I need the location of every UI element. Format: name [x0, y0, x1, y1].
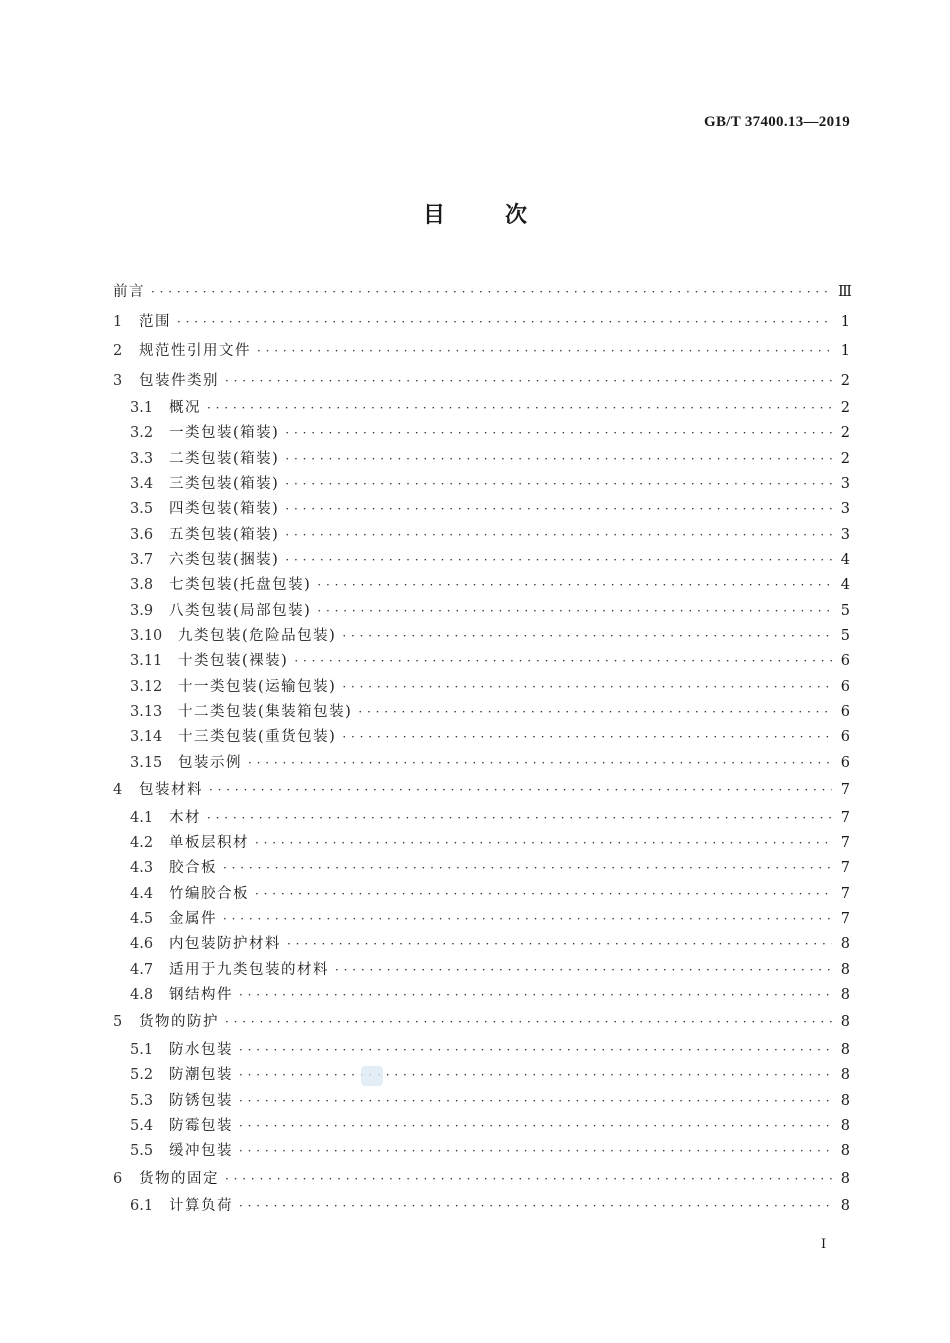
dot-leader — [294, 649, 832, 674]
toc-entry[interactable] — [113, 599, 850, 624]
dot-leader — [342, 725, 832, 750]
toc-entry-label: 十类包装(裸装) — [178, 653, 289, 670]
toc-entry-label: 缓冲包装 — [169, 1143, 233, 1160]
toc-entry[interactable] — [113, 1089, 850, 1114]
dot-leader — [239, 1139, 832, 1164]
toc-entry-label: 防水包装 — [169, 1041, 233, 1058]
toc-entry-page: 8 — [840, 1067, 850, 1084]
toc-entry[interactable] — [113, 806, 850, 831]
page-number: I — [821, 1237, 827, 1252]
toc-entry[interactable] — [113, 958, 850, 983]
toc-entry-page: 4 — [840, 577, 850, 594]
toc-entry[interactable] — [113, 447, 850, 472]
toc-entry-page: 7 — [840, 809, 850, 826]
dot-leader — [335, 958, 832, 983]
dot-leader — [223, 856, 832, 881]
toc-entry-number: 3.15 — [130, 754, 163, 771]
toc-entry-number: 3.3 — [130, 450, 154, 467]
toc-entry-page: 7 — [840, 782, 850, 799]
toc-entry-number: 3.11 — [130, 653, 163, 670]
page-title — [0, 198, 950, 229]
toc-entry-number: 4.5 — [130, 911, 154, 928]
toc-entry-number: 3.4 — [130, 476, 154, 493]
toc-entry-page: 6 — [840, 729, 850, 746]
toc-entry-label: 八类包装(局部包装) — [169, 602, 312, 619]
toc-entry-page: 3 — [840, 501, 850, 518]
toc-entry-label: 包装件类别 — [139, 372, 219, 389]
toc-entry-label: 三类包装(箱装) — [169, 476, 280, 493]
dot-leader — [223, 907, 832, 932]
toc-entry-label: 十三类包装(重货包装) — [178, 729, 337, 746]
toc-entry-page: 8 — [840, 1041, 850, 1058]
toc-entry-number: 4.8 — [130, 987, 154, 1004]
toc-entry[interactable] — [113, 1008, 850, 1038]
toc-entry[interactable] — [113, 675, 850, 700]
toc-entry-label: 包装示例 — [178, 754, 242, 771]
dot-leader — [285, 421, 832, 446]
toc-entry[interactable] — [113, 932, 850, 957]
toc-entry-page: 8 — [840, 1198, 850, 1215]
toc-entry-page: 3 — [840, 476, 850, 493]
toc-entry-page: 6 — [840, 754, 850, 771]
toc-entry[interactable] — [113, 624, 850, 649]
toc-entry-label: 钢结构件 — [169, 987, 233, 1004]
toc-entry-label: 防锈包装 — [169, 1092, 233, 1109]
toc-entry-page: 2 — [840, 400, 850, 416]
toc-entry-label: 单板层积材 — [169, 835, 249, 851]
toc-entry[interactable] — [113, 523, 850, 548]
toc-entry-page: 2 — [840, 372, 850, 389]
dot-leader — [285, 497, 832, 522]
toc-entry-page: 7 — [840, 860, 850, 877]
toc-entry-label: 计算负荷 — [169, 1198, 233, 1215]
toc-entry-number: 3.8 — [130, 577, 154, 594]
dot-leader — [317, 599, 832, 624]
table-of-contents — [113, 278, 850, 1219]
dot-leader — [239, 1063, 832, 1088]
toc-entry-page: 8 — [840, 987, 850, 1004]
toc-entry[interactable] — [113, 1139, 850, 1164]
dot-leader — [177, 308, 832, 338]
toc-entry-page: 3 — [840, 526, 850, 543]
toc-entry-label: 货物的防护 — [139, 1014, 219, 1031]
toc-entry-number: 5.3 — [130, 1092, 154, 1109]
toc-entry-number: 3.12 — [130, 678, 163, 695]
dot-leader — [207, 806, 832, 831]
toc-entry[interactable] — [113, 337, 850, 367]
toc-entry-number: 6.1 — [130, 1198, 154, 1215]
dot-leader — [257, 337, 832, 367]
title-char-1: 目 — [422, 202, 445, 228]
toc-entry-label: 木材 — [169, 809, 201, 826]
toc-entry-page: 8 — [840, 1117, 850, 1134]
toc-entry[interactable] — [113, 907, 850, 932]
toc-entry-number: 3.14 — [130, 729, 163, 746]
toc-entry-number: 5.1 — [130, 1041, 154, 1058]
toc-entry-label: 一类包装(箱装) — [169, 425, 280, 442]
toc-entry[interactable] — [113, 308, 850, 338]
toc-entry-label: 竹编胶合板 — [169, 885, 249, 902]
standard-code: GB/T 37400.13—2019 — [704, 114, 850, 130]
toc-entry-label: 内包装防护材料 — [169, 936, 281, 953]
toc-entry-number: 4.6 — [130, 936, 154, 953]
toc-entry[interactable] — [113, 497, 850, 522]
toc-entry-label: 规范性引用文件 — [139, 343, 251, 359]
toc-entry-label: 胶合板 — [169, 860, 217, 877]
dot-leader — [239, 1038, 832, 1063]
toc-entry[interactable] — [113, 472, 850, 497]
toc-entry-label: 货物的固定 — [139, 1170, 219, 1187]
toc-entry[interactable] — [113, 421, 850, 446]
dot-leader — [207, 396, 832, 421]
toc-entry-number: 2 — [113, 343, 123, 359]
toc-entry-number: 4.4 — [130, 885, 154, 902]
toc-entry-label: 金属件 — [169, 911, 217, 928]
dot-leader — [317, 573, 832, 598]
toc-entry-page: 7 — [840, 885, 850, 902]
toc-entry[interactable] — [113, 882, 850, 907]
toc-entry[interactable] — [113, 278, 850, 308]
toc-entry[interactable] — [113, 700, 850, 725]
toc-entry-number: 4.7 — [130, 961, 154, 978]
toc-entry[interactable] — [113, 573, 850, 598]
dot-leader — [255, 831, 832, 856]
dot-leader — [342, 675, 832, 700]
dot-leader — [285, 472, 832, 497]
toc-entry-page: 8 — [840, 1092, 850, 1109]
toc-entry-page: Ⅲ — [838, 284, 852, 300]
dot-leader — [285, 548, 832, 573]
toc-entry-page: 8 — [840, 1014, 850, 1031]
toc-entry-label: 六类包装(捆装) — [169, 552, 280, 569]
dot-leader — [342, 624, 832, 649]
dot-leader — [285, 447, 832, 472]
dot-leader — [151, 278, 832, 308]
toc-entry-number: 6 — [113, 1170, 123, 1187]
dot-leader — [239, 1114, 832, 1139]
toc-entry[interactable] — [113, 831, 850, 856]
toc-entry-number: 5 — [113, 1014, 123, 1031]
toc-entry-label: 防霉包装 — [169, 1117, 233, 1134]
dot-leader — [255, 882, 832, 907]
toc-entry[interactable] — [113, 1165, 850, 1195]
dot-leader — [358, 700, 832, 725]
toc-entry-page: 5 — [840, 628, 850, 645]
toc-entry[interactable] — [113, 856, 850, 881]
toc-entry-page: 5 — [840, 602, 850, 619]
dot-leader — [225, 367, 832, 397]
toc-entry-label: 九类包装(危险品包装) — [178, 628, 337, 645]
dot-leader — [239, 1089, 832, 1114]
toc-entry[interactable] — [113, 776, 850, 806]
dot-leader — [225, 1008, 832, 1038]
dot-leader — [248, 751, 832, 776]
toc-entry-number: 4 — [113, 782, 123, 799]
toc-entry-number: 1 — [113, 313, 123, 330]
toc-entry-page: 2 — [840, 450, 850, 467]
toc-entry-label: 七类包装(托盘包装) — [169, 577, 312, 594]
toc-entry-page: 4 — [840, 552, 850, 569]
toc-entry[interactable] — [113, 1114, 850, 1139]
toc-entry-page: 8 — [840, 936, 850, 953]
toc-entry-number: 4.3 — [130, 860, 154, 877]
dot-leader — [225, 1165, 832, 1195]
toc-entry-number: 3 — [113, 372, 123, 389]
toc-entry[interactable] — [113, 751, 850, 776]
toc-entry[interactable] — [113, 1194, 850, 1219]
toc-entry-page: 6 — [840, 653, 850, 670]
toc-entry-number: 3.13 — [130, 704, 163, 721]
toc-entry[interactable] — [113, 983, 850, 1008]
dot-leader — [239, 983, 832, 1008]
toc-entry-number: 5.2 — [130, 1067, 154, 1084]
toc-entry-page: 6 — [840, 678, 850, 695]
toc-entry-page: 1 — [840, 313, 850, 330]
dot-leader — [285, 523, 832, 548]
watermark-logo — [361, 1066, 383, 1086]
toc-entry-number: 4.1 — [130, 809, 154, 826]
toc-entry[interactable] — [113, 367, 850, 397]
toc-entry-page: 6 — [840, 704, 850, 721]
toc-entry-page: 2 — [840, 425, 850, 442]
toc-entry-label: 二类包装(箱装) — [169, 450, 280, 467]
toc-entry-number: 3.10 — [130, 628, 163, 645]
toc-entry-number: 3.6 — [130, 526, 154, 543]
title-char-2: 次 — [505, 202, 528, 228]
toc-entry-label: 五类包装(箱装) — [169, 526, 280, 543]
toc-entry-number: 3.9 — [130, 602, 154, 619]
toc-entry-number: 3.1 — [130, 400, 154, 416]
toc-entry-number: 3.5 — [130, 501, 154, 518]
toc-entry-label: 十一类包装(运输包装) — [178, 678, 337, 695]
toc-entry-label: 防潮包装 — [169, 1067, 233, 1084]
dot-leader — [239, 1194, 832, 1219]
dot-leader — [287, 932, 832, 957]
toc-entry-label: 前言 — [113, 284, 145, 300]
toc-entry[interactable] — [113, 649, 850, 674]
toc-entry[interactable] — [113, 548, 850, 573]
toc-entry-page: 8 — [840, 1170, 850, 1187]
toc-entry[interactable] — [113, 396, 850, 421]
toc-entry-number: 3.7 — [130, 552, 154, 569]
toc-entry-page: 1 — [840, 343, 850, 359]
toc-entry-label: 四类包装(箱装) — [169, 501, 280, 518]
toc-entry-page: 7 — [840, 835, 850, 851]
dot-leader — [209, 776, 832, 806]
toc-entry-label: 十二类包装(集装箱包装) — [178, 704, 353, 721]
toc-entry-label: 适用于九类包装的材料 — [169, 961, 329, 978]
toc-entry-number: 5.4 — [130, 1117, 154, 1134]
toc-entry-number: 4.2 — [130, 835, 154, 851]
toc-entry-label: 范围 — [139, 313, 171, 330]
toc-entry-page: 8 — [840, 1143, 850, 1160]
toc-entry-page: 8 — [840, 961, 850, 978]
toc-entry[interactable] — [113, 1063, 850, 1088]
toc-entry-number: 3.2 — [130, 425, 154, 442]
toc-entry[interactable] — [113, 1038, 850, 1063]
toc-entry-number: 5.5 — [130, 1143, 154, 1160]
toc-entry-label: 包装材料 — [139, 782, 203, 799]
toc-entry-page: 7 — [840, 911, 850, 928]
toc-entry-label: 概况 — [169, 400, 201, 416]
toc-entry[interactable] — [113, 725, 850, 750]
